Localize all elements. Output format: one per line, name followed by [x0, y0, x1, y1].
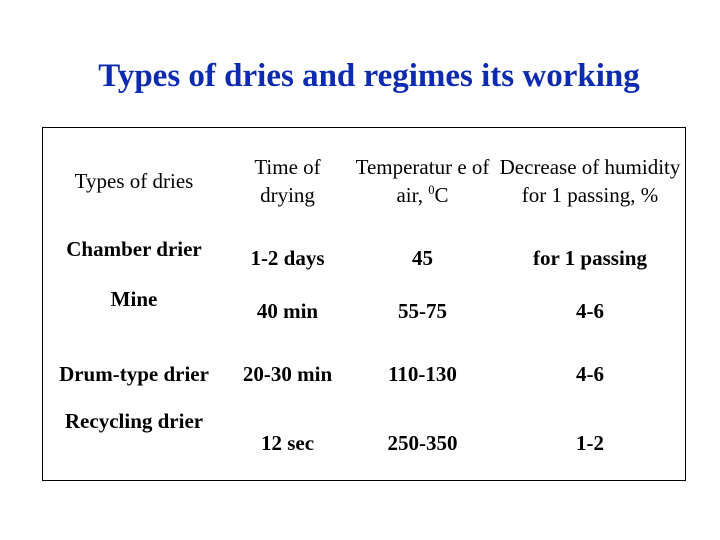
cell-time: 40 min — [256, 298, 319, 323]
table-row — [43, 342, 686, 408]
header-decrease-humidity: Decrease of humidity for 1 passing, % — [499, 155, 681, 207]
table-header-row — [43, 128, 686, 236]
cell-type: Drum-type drier — [59, 361, 209, 386]
cell-type: Recycling drier — [64, 408, 204, 433]
cell-temp: 250-350 — [387, 431, 458, 456]
drier-table — [42, 127, 686, 481]
cell-temp: 110-130 — [388, 361, 457, 386]
cell-temp: 55-75 — [398, 298, 447, 323]
cell-decrease: for 1 passing — [533, 245, 647, 270]
degree-superscript: 0 — [428, 182, 435, 197]
cell-temp: 45 — [412, 245, 433, 270]
cell-decrease: 1-2 — [576, 431, 604, 456]
header-temperature-text: Temperatur e of air, — [355, 155, 490, 207]
cell-decrease: 4-6 — [576, 298, 604, 323]
cell-time: 12 sec — [260, 431, 315, 456]
table-row — [43, 282, 686, 342]
page-title: Types of dries and regimes its working — [98, 58, 640, 94]
cell-type: Mine — [110, 286, 158, 311]
cell-decrease: 4-6 — [576, 361, 604, 386]
header-temperature — [350, 128, 495, 236]
table-row — [43, 408, 686, 481]
cell-time: 20-30 min — [242, 361, 333, 386]
header-temperature-unit: C — [434, 182, 449, 207]
cell-time: 1-2 days — [250, 245, 325, 270]
table-row — [43, 236, 686, 282]
header-time-of-drying: Time of drying — [254, 155, 321, 207]
cell-type: Chamber drier — [66, 236, 202, 261]
header-types-of-dries: Types of dries — [74, 169, 194, 194]
